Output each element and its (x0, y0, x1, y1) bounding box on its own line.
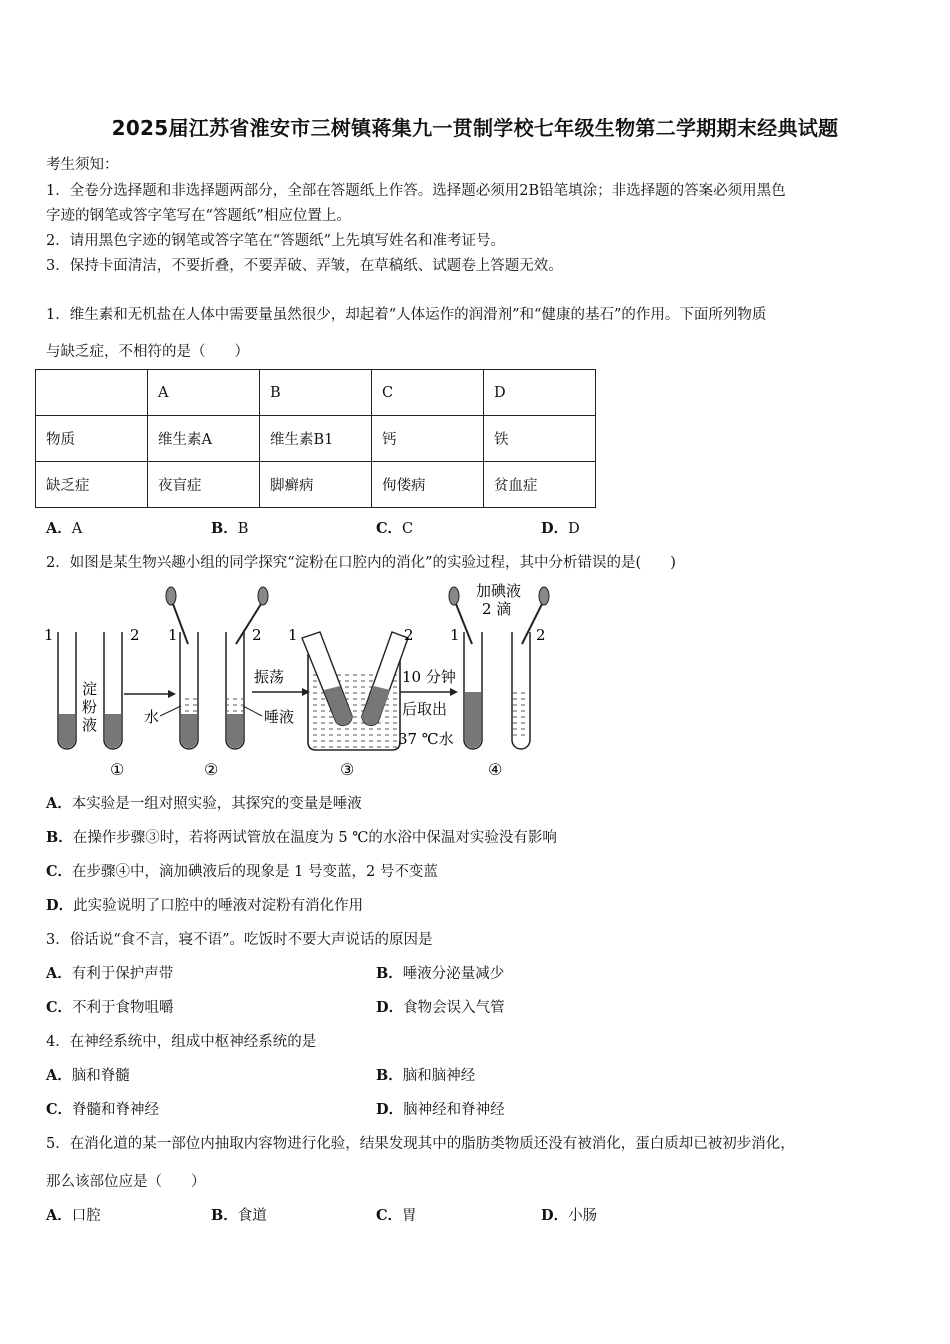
step-label-1: ① (110, 760, 125, 779)
q5-option-b[interactable] (211, 1204, 267, 1225)
q3-option-c[interactable] (46, 996, 174, 1017)
option-key: A． (46, 1067, 72, 1084)
option-key: D． (541, 1207, 569, 1224)
table-cell: 脚癣病 (260, 462, 372, 508)
q2-option-d[interactable] (46, 894, 363, 915)
table-cell: 维生素B1 (260, 416, 372, 462)
option-key: B． (376, 1067, 403, 1084)
option-text: A (71, 521, 83, 537)
q4-option-d[interactable] (376, 1098, 505, 1119)
option-text: B (237, 521, 249, 537)
option-key: C． (376, 520, 403, 537)
option-text: 脑和脊髓 (71, 1068, 130, 1084)
q1-stem-line1: 1．维生素和无机盐在人体中需要量虽然很少，却起着“人体运作的润滑剂”和“健康的基石”的作用。下面所列物质 (46, 307, 767, 323)
step-label-3: ③ (340, 760, 355, 779)
option-key: B． (376, 965, 403, 982)
page-title: 2025届江苏省淮安市三树镇蒋集九一贯制学校七年级生物第二学期期末经典试题 (111, 116, 839, 140)
shake-label: 振荡 (254, 668, 285, 686)
option-text: 脊髓和脊神经 (72, 1102, 160, 1118)
step1-tubes (44, 626, 176, 779)
ten-minutes-label: 10 分钟 (402, 668, 456, 686)
notice-item-3: 3．保持卡面清洁，不要折叠，不要弄破、弄皱，在草稿纸、试题卷上答题无效。 (46, 258, 563, 274)
q4-option-c[interactable] (46, 1098, 159, 1119)
option-text: 食道 (237, 1208, 267, 1224)
option-text: 本实验是一组对照实验，其探究的变量是唾液 (71, 796, 362, 812)
q2-stem: 2．如图是某生物兴趣小组的同学探究“淀粉在口腔内的消化”的实验过程，其中分析错误的是( ) (46, 555, 676, 571)
iodine-drops-label: 2 滴 (482, 600, 512, 618)
table-cell: 贫血症 (484, 462, 596, 508)
table-cell: 物质 (36, 416, 148, 462)
q3-stem: 3．俗话说“食不言，寝不语”。吃饭时不要大声说话的原因是 (46, 932, 433, 948)
option-key: C． (376, 1207, 403, 1224)
notice-heading: 考生须知： (46, 157, 119, 173)
q3-option-b[interactable] (376, 962, 504, 983)
option-text: 在操作步骤③时，若将两试管放在温度为 5 ℃的水浴中保温对实验没有影响 (72, 830, 557, 846)
q2-option-a[interactable] (46, 792, 362, 813)
q5-option-c[interactable] (376, 1204, 417, 1225)
table-cell: B (260, 370, 372, 416)
option-key: C． (46, 863, 73, 880)
notice-item-2: 2．请用黑色字迹的钢笔或答字笔在“答题纸”上先填写姓名和准考证号。 (46, 233, 506, 249)
water-label: 水 (144, 708, 160, 726)
saliva-label: 唾液 (264, 708, 295, 726)
tube-label-2: 2 (130, 626, 140, 644)
table-cell: 夜盲症 (148, 462, 260, 508)
q1-option-a[interactable] (46, 517, 82, 538)
table-cell: 铁 (484, 416, 596, 462)
tube-label-1: 1 (168, 626, 178, 644)
starch-label: 液 (82, 716, 98, 734)
q1-table-row-deficiency (36, 462, 596, 508)
option-key: A． (46, 795, 72, 812)
option-text: 胃 (402, 1208, 417, 1224)
iodine-label: 加碘液 (476, 582, 522, 600)
option-key: D． (376, 1101, 404, 1118)
table-cell: 钙 (372, 416, 484, 462)
option-text: D (568, 521, 580, 537)
table-cell (36, 370, 148, 416)
q5-option-a[interactable] (46, 1204, 101, 1225)
option-key: B． (211, 520, 238, 537)
option-text: 小肠 (568, 1208, 598, 1224)
notice-item-1-cont: 字迹的钢笔或答字笔写在“答题纸”相应位置上。 (46, 208, 351, 224)
tube-label-2: 2 (536, 626, 546, 644)
table-cell: D (484, 370, 596, 416)
option-key: C． (46, 999, 73, 1016)
table-cell: C (372, 370, 484, 416)
q1-stem-line2: 与缺乏症，不相符的是（ ） (46, 344, 249, 360)
option-text: 在步骤④中，滴加碘液后的现象是 1 号变蓝，2 号不变蓝 (72, 864, 438, 880)
step-label-4: ④ (488, 760, 503, 779)
table-cell: A (148, 370, 260, 416)
table-cell: 维生素A (148, 416, 260, 462)
q2-option-b[interactable] (46, 826, 557, 847)
option-text: 不利于食物咀嚼 (72, 1000, 174, 1016)
tube-label-1: 1 (288, 626, 298, 644)
option-key: A． (46, 1207, 72, 1224)
tube-label-1: 1 (44, 626, 54, 644)
table-cell: 缺乏症 (36, 462, 148, 508)
q4-option-b[interactable] (376, 1064, 475, 1085)
water-37-label: 37 ℃水 (398, 730, 454, 748)
q2-experiment-figure (40, 582, 560, 782)
table-cell: 佝偻病 (372, 462, 484, 508)
option-text: 脑和脑神经 (402, 1068, 476, 1084)
q5-stem-line1: 5．在消化道的某一部位内抽取内容物进行化验，结果发现其中的脂肪类物质还没有被消化，蛋白质却已被初步消化， (46, 1136, 795, 1152)
option-text: 此实验说明了口腔中的唾液对淀粉有消化作用 (73, 898, 364, 914)
q1-option-b[interactable] (211, 517, 248, 538)
starch-label: 粉 (82, 698, 98, 716)
q3-option-a[interactable] (46, 962, 173, 983)
option-key: C． (46, 1101, 73, 1118)
option-key: B． (46, 829, 73, 846)
option-key: B． (211, 1207, 238, 1224)
q4-stem: 4．在神经系统中，组成中枢神经系统的是 (46, 1034, 317, 1050)
tube-label-2: 2 (404, 626, 414, 644)
q4-option-a[interactable] (46, 1064, 130, 1085)
tube-label-1: 1 (450, 626, 460, 644)
q1-table-row-substance (36, 416, 596, 462)
q3-option-d[interactable] (376, 996, 505, 1017)
option-key: D． (46, 897, 74, 914)
step4-tubes (449, 582, 549, 779)
option-text: 食物会误入气管 (403, 1000, 505, 1016)
option-key: D． (541, 520, 569, 537)
q1-option-c[interactable] (376, 517, 413, 538)
q1-table-header (36, 370, 596, 416)
take-out-label: 后取出 (402, 700, 448, 718)
step-label-2: ② (204, 760, 219, 779)
q1-option-d[interactable] (541, 517, 580, 538)
q1-table (35, 369, 596, 508)
q5-option-d[interactable] (541, 1204, 597, 1225)
option-text: 有利于保护声带 (71, 966, 174, 982)
step3-water-bath (288, 626, 458, 779)
option-text: 脑神经和脊神经 (403, 1102, 505, 1118)
q5-stem-line2: 那么该部位应是（ ） (46, 1174, 206, 1190)
option-key: A． (46, 965, 72, 982)
step2-tubes (144, 587, 310, 779)
option-key: A． (46, 520, 72, 537)
option-text: 口腔 (71, 1208, 101, 1224)
q2-option-c[interactable] (46, 860, 438, 881)
tube-label-2: 2 (252, 626, 262, 644)
option-text: 唾液分泌量减少 (402, 966, 505, 982)
option-text: C (402, 521, 414, 537)
option-key: D． (376, 999, 404, 1016)
starch-label: 淀 (82, 680, 98, 698)
notice-item-1: 1．全卷分选择题和非选择题两部分，全部在答题纸上作答。选择题必须用2B铅笔填涂；非选择题的答案必须用黑色 (46, 183, 786, 199)
